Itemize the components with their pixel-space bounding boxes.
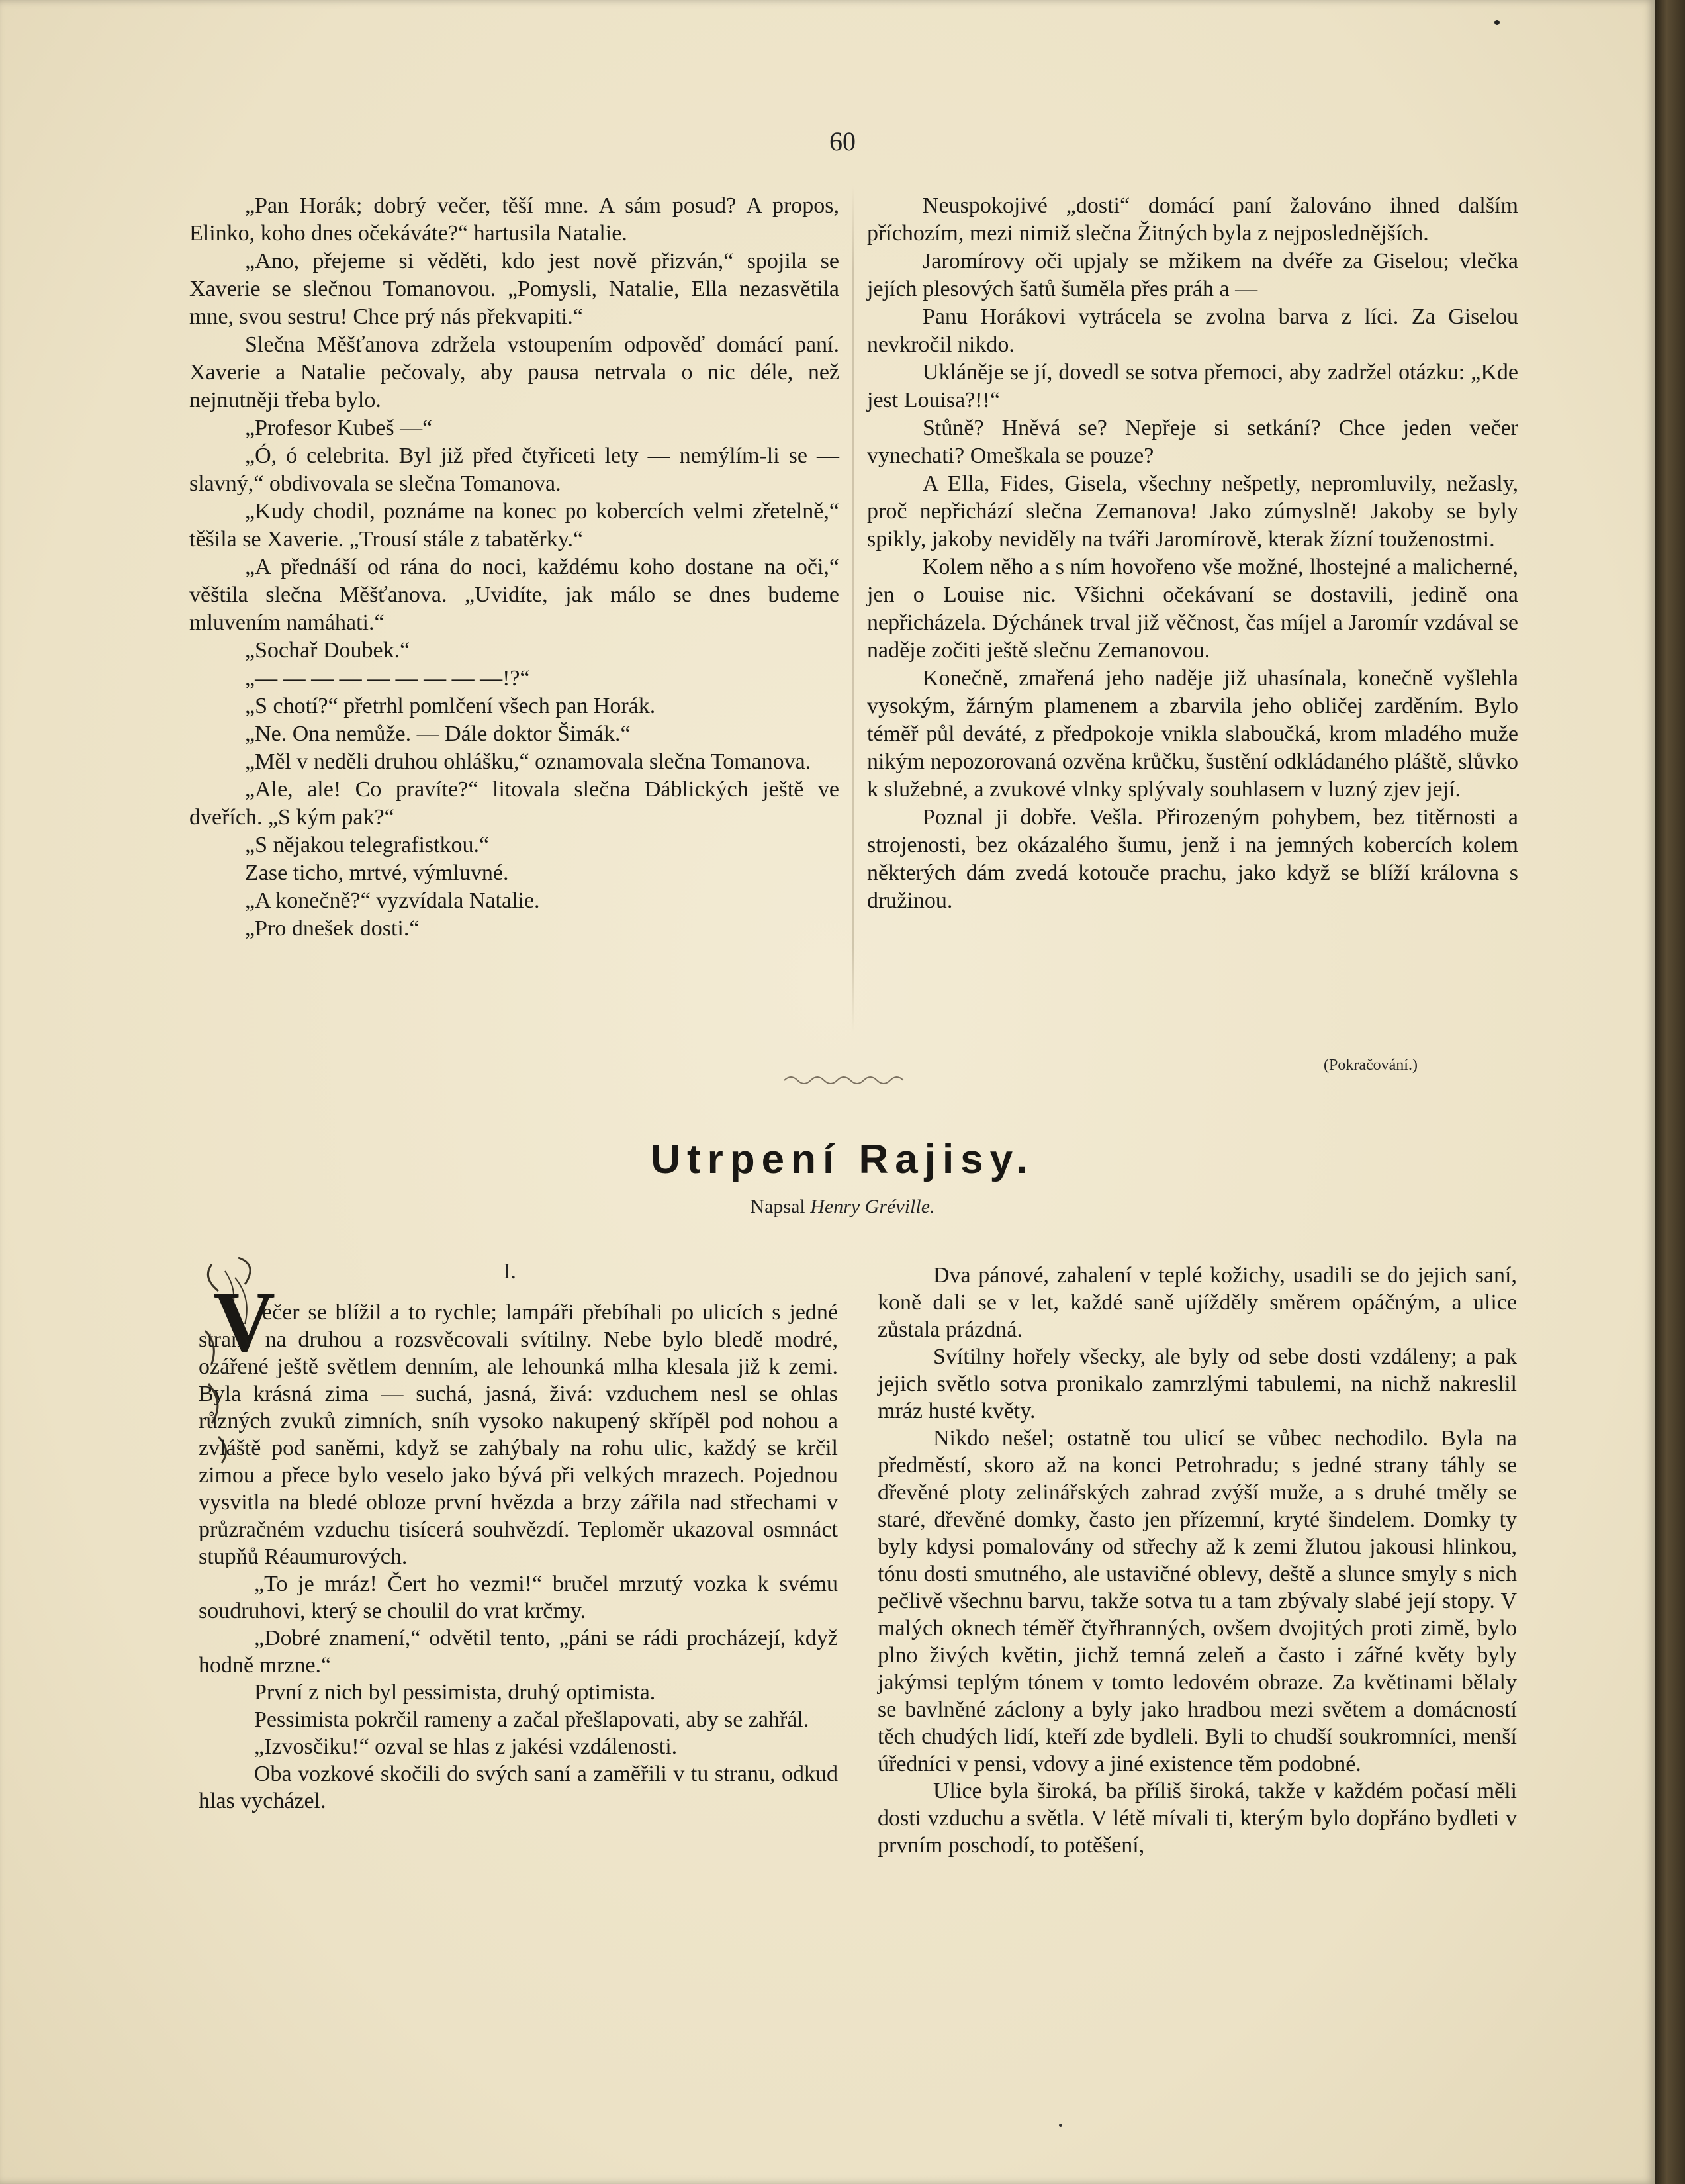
paragraph: ečer se blížil a to rychle; lampáři přebíhali po ulicích s jedné strany na druhou a rozsvěcovali svítilny. Nebe bylo bledě modré, ozářené ještě světlem denním, ale lehounká mlha klesala již k zemi. Byla krásná zima — suchá, jasná, živá: vzduchem nesl se ohlas různých zvuků zimních, sníh vysoko nakupený skřípěl pod nohou a zvláště pod saněmi, když se zahýbaly na rohu ulic, každý se krčil zimou a přece bylo veselo jako bývá při velkých mrazech. Pojednou vysvitla na bledé obloze první hvězda a brzy zářila nad střechami v průzračném vzduchu tisícerá souhvězdí. Teploměr ukazoval osmnáct stupňů Réaumurových. xyxy=(199,1300,838,1569)
paragraph: Oba vozkové skočili do svých saní a zaměřili v tu stranu, odkud hlas vycházel. xyxy=(199,1762,838,1813)
paragraph: „Ó, ó celebrita. Byl již před čtyřiceti lety — nemýlím-li se — slavný,“ obdivovala se slečna Tomanova. xyxy=(189,444,839,496)
paragraph: Dva pánové, zahalení v teplé kožichy, usadili se do jejich saní, koně dali se v let, každé saně ujížděly směrem opáčným, a ulice zůstala prázdná. xyxy=(878,1263,1517,1342)
paragraph: „Měl v neděli druhou ohlášku,“ oznamovala slečna Tomanova. xyxy=(245,749,811,774)
byline xyxy=(0,1196,1685,1218)
paragraph: „Kudy chodil, poznáme na konec po kobercích velmi zřetelně,“ těšila se Xaverie. „Trousí stále z tabatěrky.“ xyxy=(189,499,839,551)
article1-right-column xyxy=(867,192,1518,915)
paragraph: „S chotí?“ přetrhl pomlčení všech pan Horák. xyxy=(245,694,656,718)
paragraph: „Ale, ale! Co pravíte?“ litovala slečna Dáblických ještě ve dveřích. „S kým pak?“ xyxy=(189,777,839,830)
page-number: 60 xyxy=(829,126,856,156)
article-title: Utrpení Rajisy. xyxy=(651,1137,1034,1182)
book-binding xyxy=(1655,0,1685,2184)
paragraph: Konečně, zmařená jeho naděje již uhasínala, konečně vyšlehla vysokým, žárným plamenem a zbarvila jeho obličej zarděním. Bylo téměř půl deváté, z předpokoje vnikla slaboučká, krom mladého muže nikým nepozorovaná ozvěna krůčku, šustění odkládaného pláště, slůvko k služebné, a zvukové vlnky splývaly souhlasem v luzný zjev její. xyxy=(867,666,1518,802)
paragraph: Nikdo nešel; ostatně tou ulicí se vůbec nechodilo. Byla na předměstí, skoro až na konci Petrohradu; s jedné strany táhly se dřevěné ploty zelinářských zahrad zvýší muže, a s druhé tměly se staré, dřevěné domky, často jen přízemní, kryté šindelem. Domky ty byly kdysi pomalovány od střechy až k zemi žlutou jakousi hlinkou, tónu dosti smutného, ale ustavičné oblevy, deště a slunce smyly s nich pečlivě všechnu barvu, takže sotva tu a tam zbývaly slabé její stopy. V malých oknech téměř čtyřhranných, ovšem dvojitých proti zimě, bylo plno živých květin, jichž temná zeleň a často i zářné květy byly jakýmsi teplým tónem v tomto ledovém obraze. Za květinami bělaly se bavlněné záclony a byly jako hradbou mezi světem a domácností těch chudých lidí, kteří zde bydleli. Byli to chudší soukromníci, menší úředníci v pensi, vdovy a jiné existence těm podobné. xyxy=(878,1426,1517,1776)
paragraph: Slečna Měšťanova zdržela vstoupením odpověď domácí paní. Xaverie a Natalie pečovaly, aby pausa netrvala o nic déle, než nejnutněji třeba bylo. xyxy=(189,332,839,412)
article1-left-column xyxy=(189,192,839,943)
column-separator xyxy=(852,185,854,1033)
paragraph: Stůně? Hněvá se? Nepřeje si setkání? Chce jeden večer vynechati? Omeškala se pouze? xyxy=(867,416,1518,468)
paragraph: Kolem něho a s ním hovořeno vše možné, lhostejné a malicherné, jen o Louise nic. Všichni očekávaní se dostavili, jedině ona nepřicházela. Dýchánek trval již věčnost, čas míjel a Jaromír vzdával se naděje zočiti ještě slečnu Zemanovou. xyxy=(867,555,1518,663)
paragraph: „S nějakou telegrafistkou.“ xyxy=(245,833,490,857)
author-name: Henry Gréville. xyxy=(810,1196,935,1217)
ink-speck xyxy=(1059,2124,1062,2127)
paragraph: „Ne. Ona nemůže. — Dále doktor Šimák.“ xyxy=(245,722,631,746)
paragraph: „A přednáší od rána do noci, každému koho dostane na oči,“ věštila slečna Měšťanova. „Uvidíte, jak málo se dnes budeme mluvením namáhati.“ xyxy=(189,555,839,635)
ornament-divider xyxy=(784,1074,903,1087)
paragraph: Neuspokojivé „dosti“ domácí paní žalováno ihned dalším příchozím, mezi nimiž slečna Žitných byla z nejposlednějších. xyxy=(867,193,1518,246)
paragraph: „Pro dnešek dosti.“ xyxy=(245,916,420,941)
ink-speck xyxy=(1494,20,1500,25)
paragraph: „Ano, přejeme si věděti, kdo jest nově přizván,“ spojila se Xaverie se slečnou Tomanovou. „Pomysli, Natalie, Ella nezasvětila mne, svou sestru! Chce prý nás překvapiti.“ xyxy=(189,249,839,329)
continuation-note: (Pokračování.) xyxy=(1324,1057,1418,1074)
paragraph: Ulice byla široká, ba příliš široká, takže v každém počasí měli dosti vzduchu a světla. V létě mívali ti, kterým bylo dopřáno bydleti v prvním poschodí, to potěšení, xyxy=(878,1779,1517,1858)
paragraph: „Izvosčiku!“ ozval se hlas z jakési vzdálenosti. xyxy=(254,1734,678,1759)
paragraph: A Ella, Fides, Gisela, všechny nešpetly, nepromluvily, nežasly, proč nepřichází slečna Zemanova! Jako zúmyslně! Jakoby se byly spikly, jakoby neviděly na tváři Jaromírově, kterak žízní touženostmi. xyxy=(867,471,1518,551)
paragraph: „Sochař Doubek.“ xyxy=(245,638,410,663)
article2-left-column xyxy=(199,1299,838,1815)
paragraph: Panu Horákovi vytrácela se zvolna barva z líci. Za Giselou nevkročil nikdo. xyxy=(867,305,1518,357)
article2-right-column xyxy=(878,1262,1517,1859)
paragraph: „Pan Horák; dobrý večer, těší mne. A sám posud? A propos, Elinko, koho dnes očekáváte?“ hartusila Natalie. xyxy=(189,193,839,246)
paragraph: Pessimista pokrčil rameny a začal přešlapovati, aby se zahřál. xyxy=(254,1707,809,1732)
byline-prefix: Napsal xyxy=(750,1196,805,1217)
paragraph: Zase ticho, mrtvé, výmluvné. xyxy=(245,861,509,885)
paragraph: „A konečně?“ vyzvídala Natalie. xyxy=(245,888,540,913)
paragraph: „Dobré znamení,“ odvětil tento, „páni se rádi procházejí, když hodně mrzne.“ xyxy=(199,1626,838,1678)
paragraph: „To je mráz! Čert ho vezmi!“ bručel mrzutý vozka k svému soudruhovi, který se choulil do vrat krčmy. xyxy=(199,1572,838,1623)
paragraph: Ukláněje se jí, dovedl se sotva přemoci, aby zadržel otázku: „Kde jest Louisa?!!“ xyxy=(867,360,1518,412)
paragraph: Jaromírovy oči upjaly se mžikem na dvéře za Giselou; vlečka jejích plesových šatů šuměla přes práh a — xyxy=(867,249,1518,301)
paragraph: Poznal ji dobře. Vešla. Přirozeným pohybem, bez titěrnosti a strojenosti, bez okázalého šumu, jenž i na jemných kobercích kolem některých dám zvedá kotouče prachu, jako když se blíží královna s družinou. xyxy=(867,805,1518,913)
paragraph: „Profesor Kubeš —“ xyxy=(245,416,433,440)
paragraph: První z nich byl pessimista, druhý optimista. xyxy=(254,1680,656,1705)
paragraph: „— — — — — — — — —!?“ xyxy=(245,666,530,690)
chapter-number: I. xyxy=(503,1259,516,1284)
initial-letter-text: V xyxy=(213,1274,275,1370)
paragraph: Svítilny hořely všecky, ale byly od sebe dosti vzdáleny; a pak jejich světlo sotva pronikalo zamrzlými tabulemi, na nichž nakreslil mráz husté květy. xyxy=(878,1345,1517,1423)
